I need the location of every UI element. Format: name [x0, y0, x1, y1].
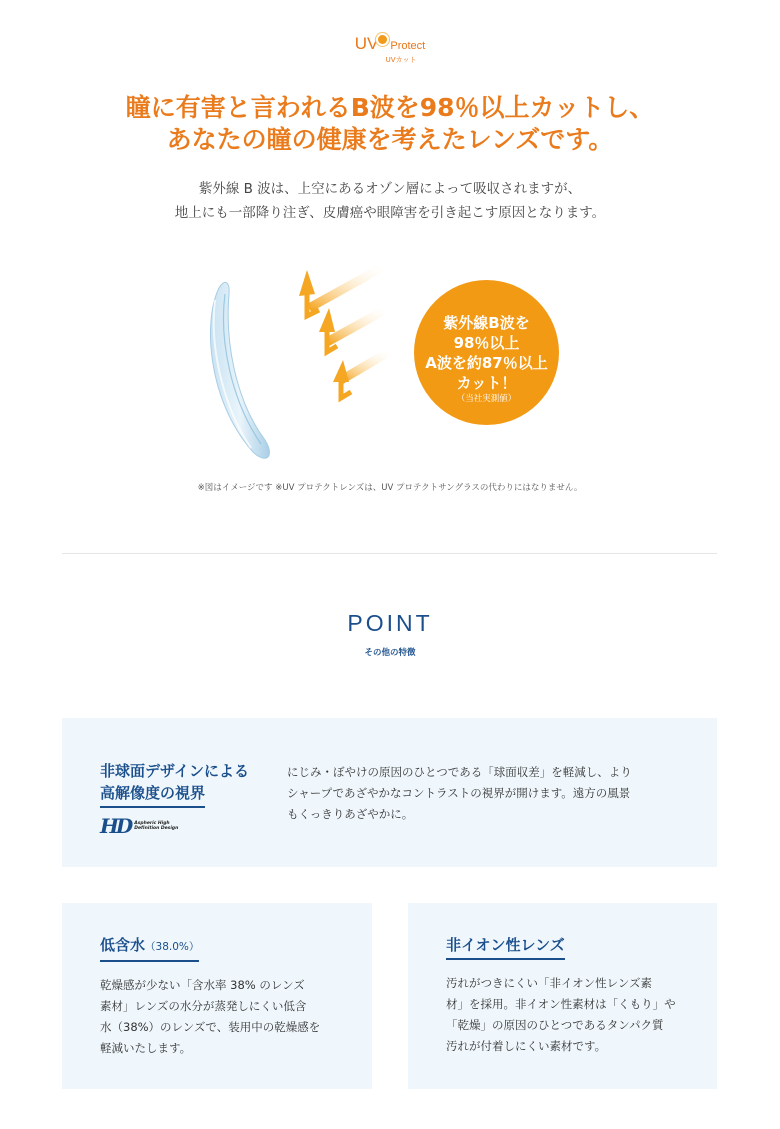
figure-caption: ※図はイメージです ※UV プロテクトレンズは、UV プロテクトサングラスの代わりにはなりません。 — [197, 483, 583, 493]
feature-water-title-underline — [100, 934, 199, 962]
headline-line2: あなたの瞳の健康を考えたレンズです。 — [166, 125, 614, 154]
feature-water-text — [100, 975, 320, 1059]
feature-low-water — [62, 903, 372, 1089]
section-divider — [62, 553, 717, 554]
hd-logo-text — [134, 821, 178, 832]
feature-nonionic-title — [446, 934, 565, 960]
headline-line1: 瞳に有害と言われるB波を98％以上カットし、 — [125, 93, 655, 122]
feature-nonionic-text-line1: 汚れがつきにくい「非イオン性レンズ素 — [446, 976, 653, 990]
uv-mark: UV — [354, 34, 379, 53]
cut-badge-line4: カット！ — [456, 374, 517, 392]
feature-aspheric-text-line3: もくっきりあざやかに。 — [287, 807, 414, 821]
cut-badge-line3: A波を約87％以上 — [425, 354, 548, 372]
feature-non-ionic — [408, 903, 717, 1089]
uv-protect-logo — [355, 34, 425, 54]
hd-icon: HD — [100, 814, 131, 838]
uv-protect-badge — [0, 34, 780, 65]
feature-nonionic-text-line3: 「乾燥」の原因のひとつであるタンパク質 — [446, 1018, 664, 1032]
sun-icon — [378, 35, 387, 44]
feature-aspheric-title — [100, 760, 249, 808]
feature-nonionic-text — [446, 973, 676, 1057]
point-subtitle: その他の特徴 — [364, 648, 416, 658]
feature-water-title — [100, 934, 199, 962]
headline — [0, 92, 780, 156]
contact-lens-image — [195, 260, 285, 460]
feature-aspheric — [62, 718, 717, 867]
lead-text — [0, 177, 780, 225]
lead-line2: 地上にも一部降り注ぎ、皮膚癌や眼障害を引き起こす原因となります。 — [174, 205, 606, 221]
point-title: POINT — [347, 610, 433, 636]
hd-logo-text-line2: Definition Design — [134, 826, 179, 831]
feature-nonionic-text-line4: 汚れが付着しにくい素材です。 — [446, 1039, 607, 1053]
cut-badge-line1: 紫外線B波を — [443, 314, 530, 332]
uv-ray-arrows — [285, 260, 395, 420]
hd-logo-text-line1: Aspheric High — [134, 820, 170, 826]
feature-nonionic-text-line2: 材」を採用。非イオン性素材は「くもり」や — [446, 997, 676, 1011]
feature-aspheric-text-line1: にじみ・ぼやけの原因のひとつである「球面収差」を軽減し、より — [287, 765, 632, 779]
uv-cut-badge — [414, 280, 559, 425]
feature-aspheric-title-line2: 高解像度の視界 — [100, 782, 205, 808]
feature-nonionic-title-text: 非イオン性レンズ — [446, 934, 565, 960]
uv-cut-label: UVカット — [385, 56, 417, 64]
feature-aspheric-text-line2: シャープであざやかなコントラストの視界が開けます。遠方の風景 — [287, 786, 631, 800]
feature-water-text-line1: 乾燥感が少ない「含水率 38% のレンズ — [100, 978, 305, 992]
uv-protect-label: Protect — [390, 40, 426, 52]
feature-water-text-line3: 水（38%）のレンズで、装用中の乾燥感を — [100, 1020, 321, 1034]
feature-aspheric-title-line1: 非球面デザインによる — [100, 762, 249, 780]
hd-logo — [100, 814, 178, 838]
cut-badge-line2: 98％以上 — [453, 334, 520, 352]
feature-water-text-line2: 素材」レンズの水分が蒸発しにくい低含 — [100, 999, 307, 1013]
feature-water-text-line4: 軽減いたします。 — [100, 1041, 192, 1055]
cut-badge-note: （当社実測値） — [456, 394, 517, 404]
feature-aspheric-text — [287, 762, 632, 825]
lead-line1: 紫外線 B 波は、上空にあるオゾン層によって吸収されますが、 — [198, 181, 582, 197]
feature-water-title-text: 低含水 — [100, 936, 146, 954]
feature-water-title-pct: （38.0%） — [145, 941, 200, 953]
